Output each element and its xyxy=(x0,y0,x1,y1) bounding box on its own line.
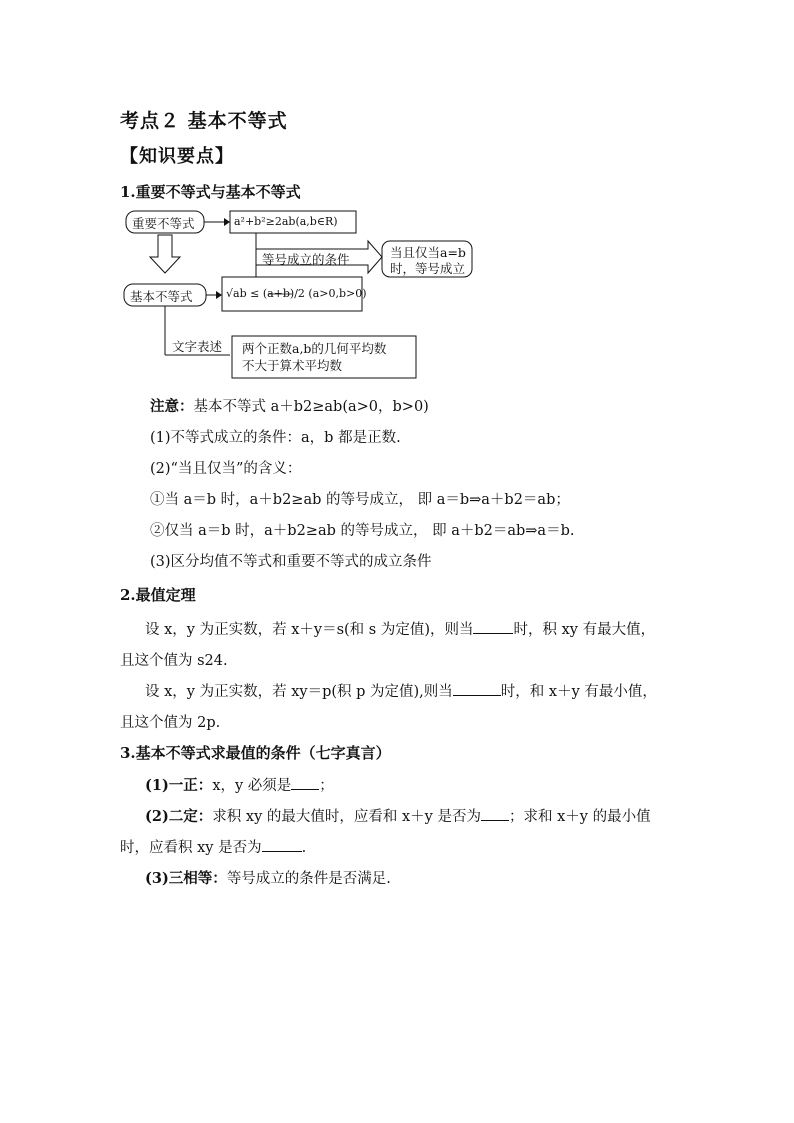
c3-label: (3)三相等： xyxy=(145,870,227,887)
note-2a: ①当 a＝b 时，a＋b2≥ab 的等号成立， 即 a＝b⇒a＋b2＝ab； xyxy=(150,492,570,508)
heading-important-inequality: 1.重要不等式与基本不等式 xyxy=(120,183,301,201)
note-3: (3)区分均值不等式和重要不等式的成立条件 xyxy=(150,554,432,570)
formula-basic: √ab ≤ (a+b)/2 (a>0,b>0) xyxy=(226,287,367,300)
note-1: (1)不等式成立的条件：a，b 都是正数. xyxy=(150,430,401,446)
verbal-line2: 不大于算术平均数 xyxy=(242,358,343,373)
theorem-p2b: 时，和 x＋y 有最小值， xyxy=(500,684,657,700)
blank-4 xyxy=(481,808,509,821)
subsection-title: 【知识要点】 xyxy=(120,146,234,167)
note-2b: ②仅当 a＝b 时，a＋b2≥ab 的等号成立， 即 a＋b2＝ab⇒a＝b. xyxy=(150,523,575,539)
blank-3 xyxy=(291,777,319,790)
blank-2 xyxy=(453,683,501,696)
condition-2-line2 xyxy=(120,836,306,857)
condition-3 xyxy=(145,867,391,888)
blank-5 xyxy=(262,839,302,852)
verbal-label: 文字表述 xyxy=(172,339,223,354)
theorem-para1 xyxy=(145,618,655,639)
note-2: (2)“当且仅当”的含义： xyxy=(150,461,302,477)
c2-end: . xyxy=(301,840,307,856)
c2-mid: ；求和 x＋y 的最小值 xyxy=(509,809,651,825)
condition-2 xyxy=(145,805,651,826)
heading-extremum-theorem: 2.最值定理 xyxy=(120,586,196,604)
section-title: 考点２ 基本不等式 xyxy=(120,110,288,132)
condition-line2: 时，等号成立 xyxy=(390,261,466,276)
c1-label: (1)一正： xyxy=(145,777,213,794)
condition-label: 等号成立的条件 xyxy=(262,252,350,267)
verbal-line1: 两个正数a,b的几何平均数 xyxy=(242,341,387,356)
theorem-p1b: 时，积 xy 有最大值， xyxy=(513,622,656,638)
box-basic-inequality: 基本不等式 xyxy=(130,289,193,304)
condition-1 xyxy=(145,774,334,795)
box-important-inequality: 重要不等式 xyxy=(132,216,195,231)
theorem-p1a: 设 x，y 为正实数，若 x＋y＝s(和 s 为定值)，则当 xyxy=(145,622,474,638)
blank-1 xyxy=(473,621,513,634)
condition-line1: 当且仅当a=b xyxy=(390,245,466,260)
theorem-p1c: 且这个值为 s24. xyxy=(120,653,228,669)
c2-label: (2)二定： xyxy=(145,808,213,825)
c3-text: 等号成立的条件是否满足. xyxy=(226,871,391,887)
c1-end: ； xyxy=(319,778,334,794)
c2-text: 求积 xy 的最大值时，应看和 x＋y 是否为 xyxy=(212,809,481,825)
note-prefix: 注意： xyxy=(150,398,194,415)
theorem-p2a: 设 x，y 为正实数，若 xy＝p(积 p 为定值),则当 xyxy=(145,684,453,700)
inequality-diagram xyxy=(120,205,480,390)
theorem-para2 xyxy=(145,680,657,701)
theorem-p2c: 且这个值为 2p. xyxy=(120,715,221,731)
note-text: 基本不等式 a＋b2≥ab(a>0，b>0) xyxy=(193,399,429,415)
heading-seven-words: 3.基本不等式求最值的条件（七字真言） xyxy=(120,744,391,762)
c2-line2: 时，应看积 xy 是否为 xyxy=(120,840,262,856)
c1-text: x，y 必须是 xyxy=(212,778,292,794)
formula-important: a²+b²≥2ab(a,b∈R) xyxy=(234,215,338,228)
note-line xyxy=(150,395,429,416)
